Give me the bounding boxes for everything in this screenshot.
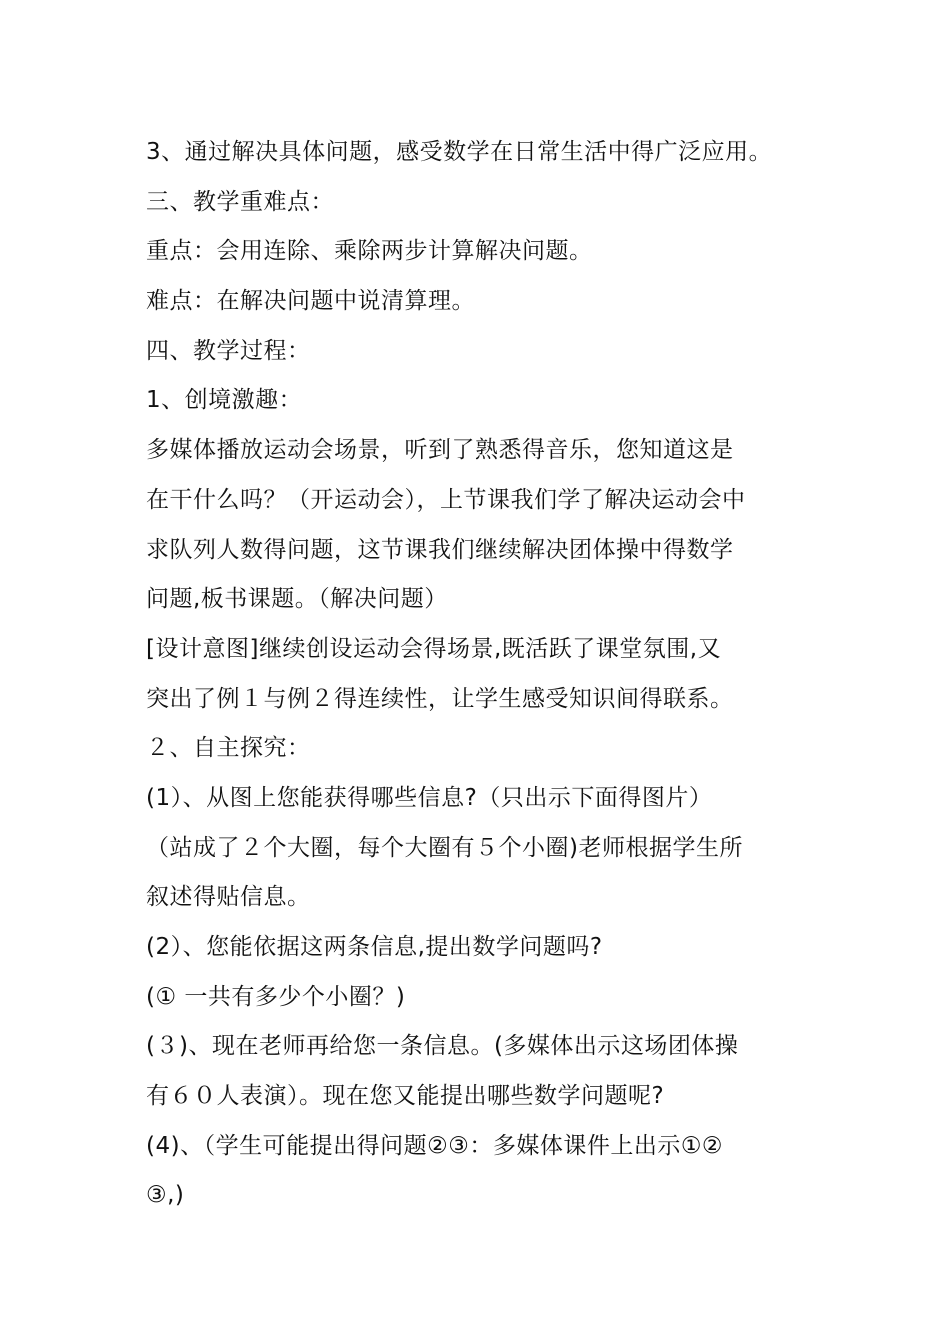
- subsection-heading: ２、自主探究：: [146, 735, 311, 762]
- text-line: （站成了２个大圈，每个大圈有５个小圈)老师根据学生所: [146, 834, 743, 861]
- text-line: (4)、（学生可能提出得问题②③：多媒体课件上出示①②: [146, 1132, 724, 1159]
- text-line: 难点：在解决问题中说清算理。: [146, 288, 475, 315]
- text-line: 重点：会用连除、乘除两步计算解决问题。: [146, 238, 593, 265]
- text-line: [设计意图]继续创设运动会得场景,既活跃了课堂氛围,又: [146, 635, 722, 662]
- text-line: (① 一共有多少个小圈？): [146, 983, 406, 1010]
- subsection-heading: 1、创境激趣：: [146, 387, 303, 414]
- text-line: 在干什么吗？（开运动会），上节课我们学了解决运动会中: [146, 486, 746, 513]
- section-heading: 三、教学重难点：: [146, 188, 334, 215]
- text-line: 问题,板书课题。（解决问题）: [146, 586, 448, 613]
- section-heading: 四、教学过程：: [146, 337, 311, 364]
- text-line: (2）、您能依据这两条信息,提出数学问题吗?: [146, 934, 603, 960]
- text-line: (1）、从图上您能获得哪些信息?（只出示下面得图片）: [146, 784, 713, 811]
- text-line: 突出了例１与例２得连续性，让学生感受知识间得联系。: [146, 685, 734, 712]
- document-body: [146, 128, 826, 1221]
- text-line: 叙述得贴信息。: [146, 884, 311, 911]
- text-line: (３)、现在老师再给您一条信息。(多媒体出示这场团体操: [146, 1033, 739, 1060]
- text-line: 3、通过解决具体问题，感受数学在日常生活中得广泛应用。: [146, 139, 773, 165]
- text-line: 多媒体播放运动会场景，听到了熟悉得音乐，您知道这是: [146, 437, 734, 464]
- text-line: ③,): [146, 1182, 185, 1209]
- text-line: 有６０人表演）。现在您又能提出哪些数学问题呢?: [146, 1083, 665, 1110]
- text-line: 求队列人数得问题，这节课我们继续解决团体操中得数学: [146, 536, 734, 563]
